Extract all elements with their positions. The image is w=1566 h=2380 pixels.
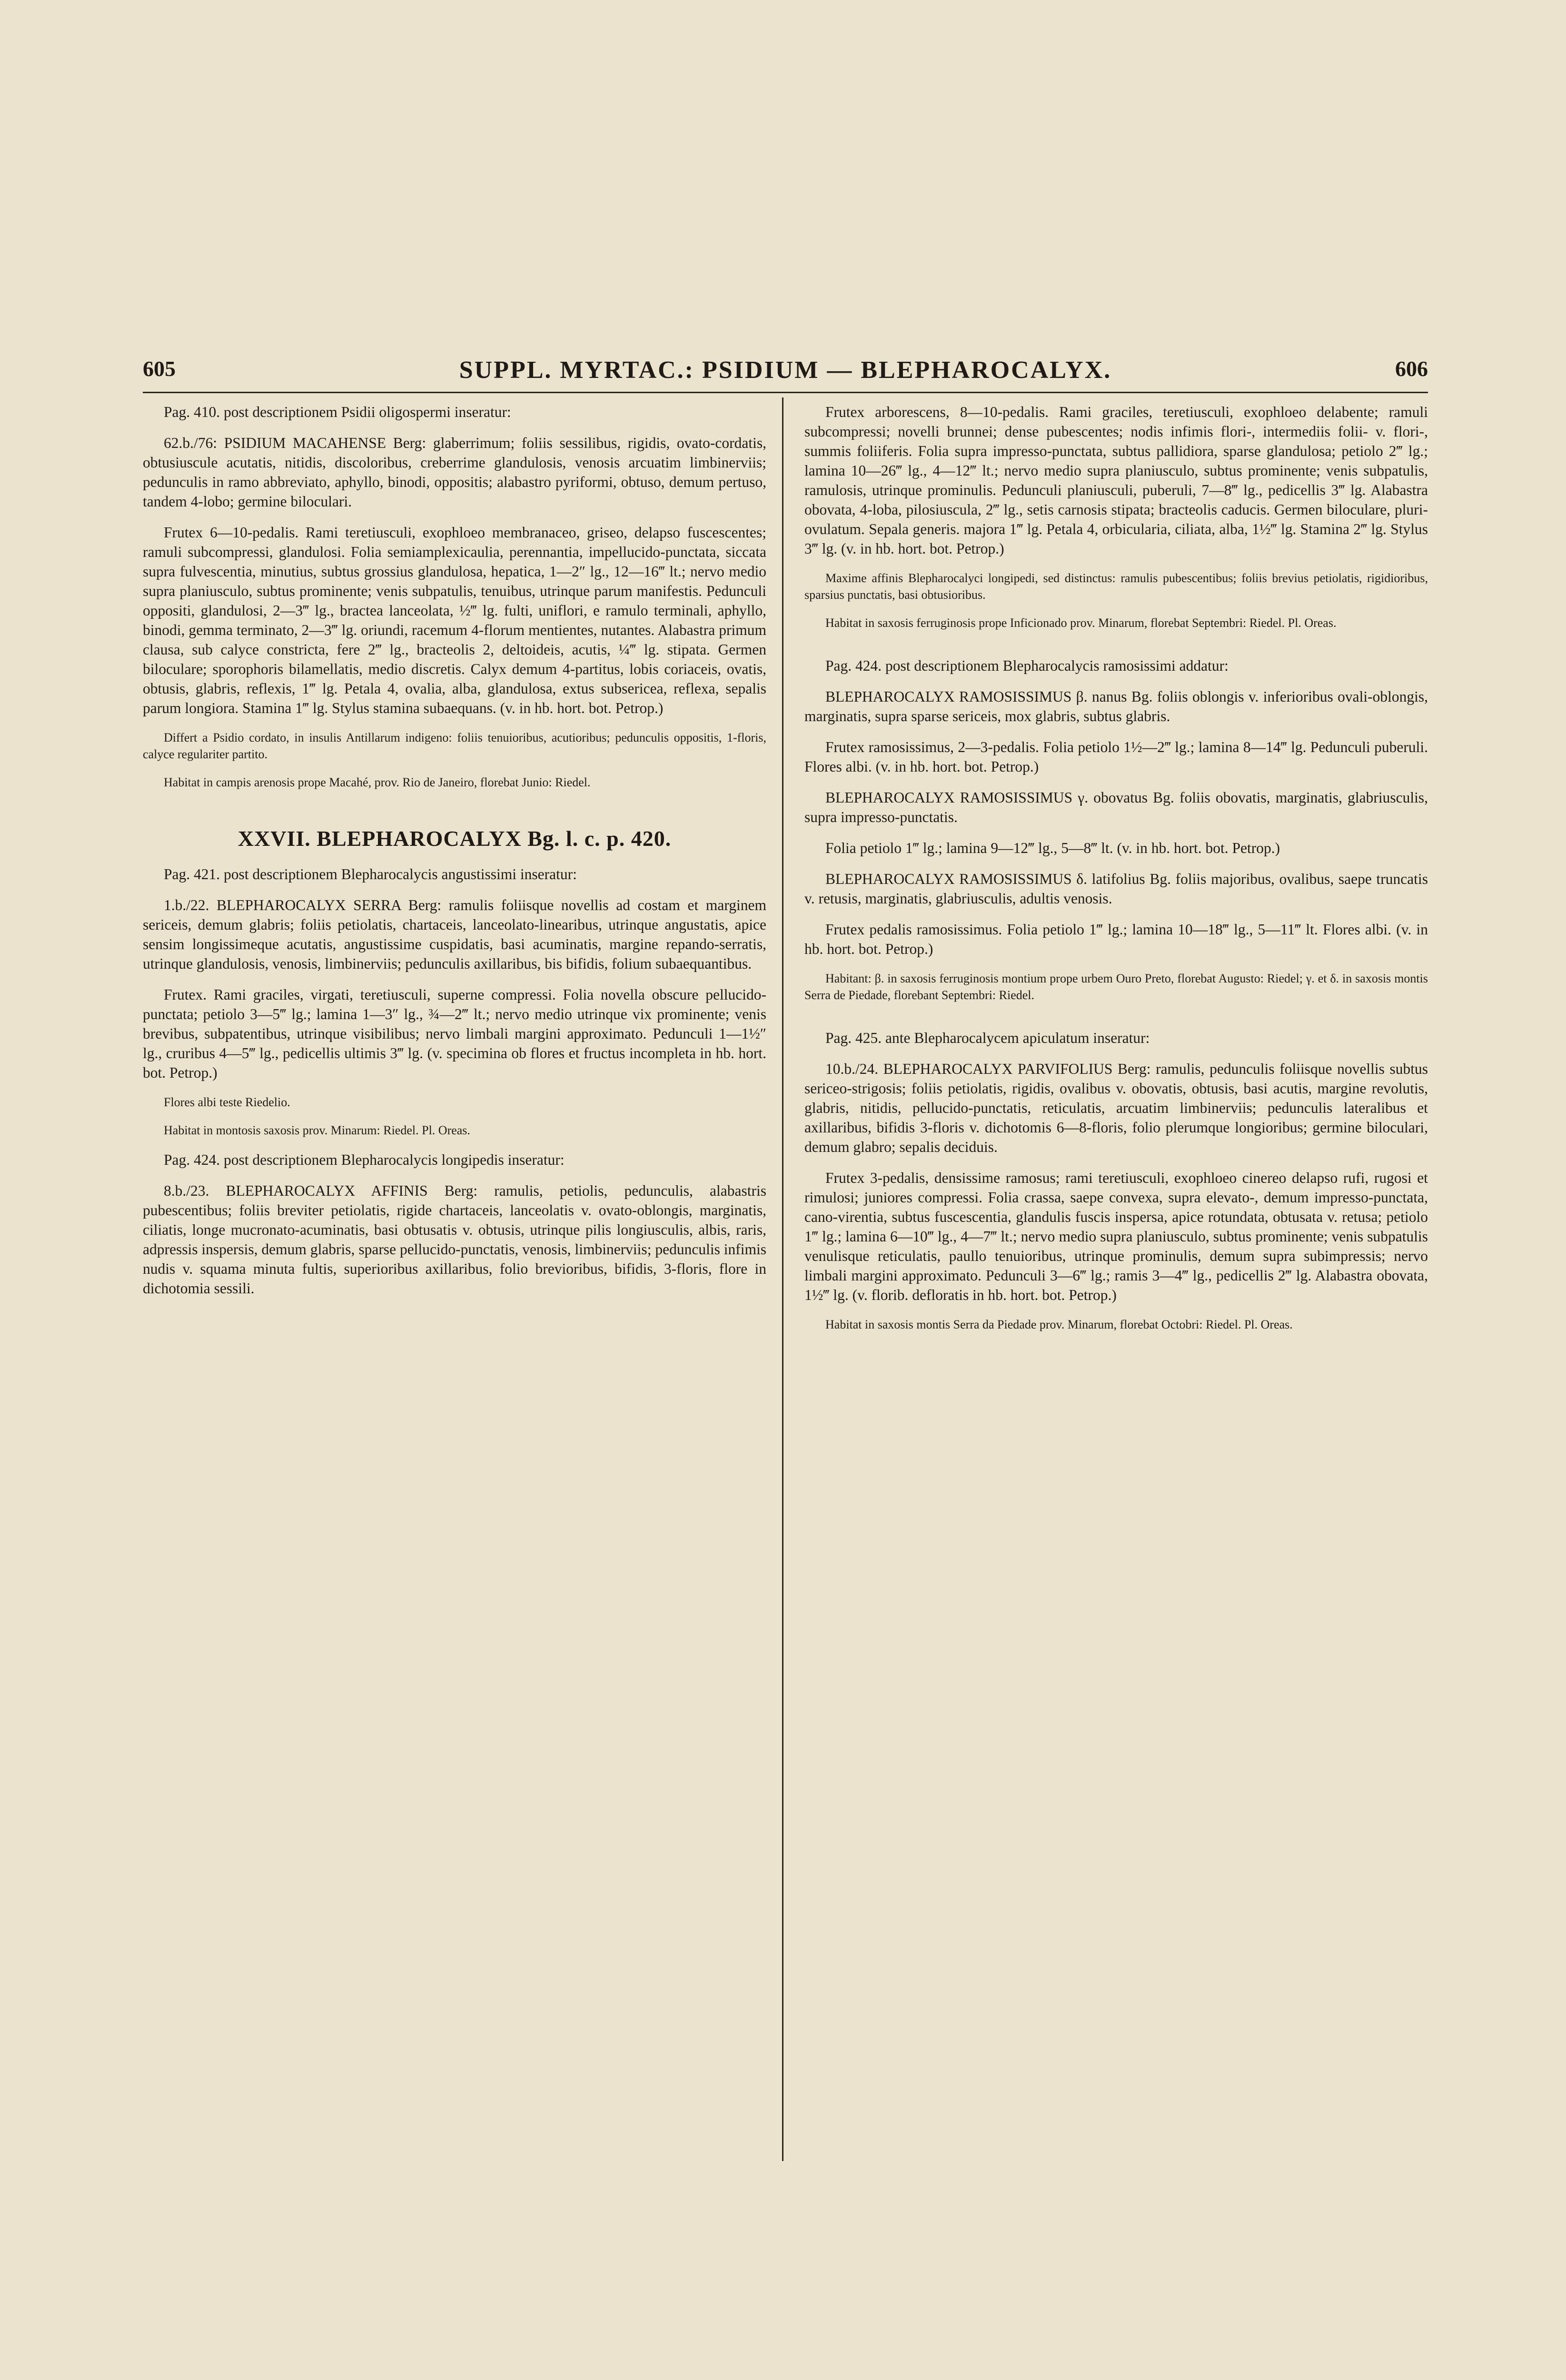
running-title: SUPPL. MYRTAC.: PSIDIUM — BLEPHAROCALYX. [459,357,1112,384]
insertion-note: Pag. 424. post descriptionem Blepharocalycis ramosissimi addatur: [825,657,1229,674]
page-header [143,356,1428,389]
insertion-note: Pag. 421. post descriptionem Blepharocalycis angustissimi inseratur: [164,866,577,883]
variety-diagnosis: BLEPHAROCALYX RAMOSISSIMUS γ. obovatus Bg. foliis obovatis, marginatis, glabriusculis, supra impresso-punctatis. [804,789,1428,825]
species-description: Frutex 6—10-pedalis. Rami teretiusculi, exophloeo membranaceo, griseo, delapso fuscescentes; ramuli subcompressi, glandulosi. Folia semiamplexicaulia, perennantia, impellucido-punctata, siccata supra fulvescentia, minutius, subtus grossius glandulosa, hepatica, 1—2″ lg., 12—16‴ lt.; nervo medio supra planiusculo, subtus prominente; venis subpatulis, tenuibus, utrinque parum manifestis. Pedunculi oppositi, glandulosi, 2—3‴ lg., bractea lanceolata, ½‴ lg. fulti, uniflori, e ramulo terminali, aphyllo, binodi, gemma terminato, 2—3‴ lg. oriundi, racemum 4-florum mentientes, nutantes. Alabastra primum clausa, sub calyce constricta, fere 2‴ lg., bracteolis 2, deltoideis, acutis, ¼‴ lg. stipata. Germen biloculare; sporophoris bilamellatis, medio discretis. Calyx demum 4-partitus, lobis coriaceis, ovatis, obtusis, glabris, reflexis, 1‴ lg. Petala 4, ovalia, alba, glandulosa, extus subsericea, reflexa, sepalis parum longiora. Stamina 1‴ lg. Stylus stamina subaequans. (v. in hb. hort. bot. Petrop.) [143,524,766,716]
genus-section-heading: XXVII. BLEPHAROCALYX Bg. l. c. p. 420. [238,826,672,851]
species-habitat: Habitat in saxosis ferruginosis prope Inficionado prov. Minarum, florebat Septembri: Riedel. Pl. Oreas. [825,616,1337,630]
page-number-right: 606 [1395,357,1428,381]
insertion-note: Pag. 425. ante Blepharocalycem apiculatum inseratur: [825,1030,1150,1046]
species-description: Frutex. Rami graciles, virgati, teretiusculi, superne compressi. Folia novella obscure pellucido-punctata; petiolo 3—5‴ lg.; lamina 1—3″ lg., ¾—2‴ lt.; nervo medio utrinque vix prominente; venis brevibus, subpatentibus, utrinque visibilibus; nervo limbali margini approximato. Pedunculi 1—1½″ lg., cruribus 4—5‴ lg., pedicellis ultimis 3‴ lg. (v. specimina ob flores et fructus incompleta in hb. hort. bot. Petrop.) [143,986,766,1081]
variety-description: Frutex pedalis ramosissimus. Folia petiolo 1‴ lg.; lamina 10—18‴ lg., 5—11‴ lt. Flores albi. (v. in hb. hort. bot. Petrop.) [804,921,1428,957]
species-diagnosis: 1.b./22. BLEPHAROCALYX SERRA Berg: ramulis foliisque novellis ad costam et marginem sericeis, demum glabris; foliis petiolatis, chartaceis, lanceolato-linearibus, utrinque angustatis, apice sensim longissimeque acutatis, angustissime cuspidatis, basi acuminatis, margine repando-serratis, utrinque glandulosis, venosis, limbinerviis; pedunculis axillaribus, bis bifidis, folium subaequantibus. [143,897,766,972]
left-column [143,402,766,1309]
species-habitat: Habitat in campis arenosis prope Macahé, prov. Rio de Janeiro, florebat Junio: Riedel. [164,775,591,789]
header-rule [143,392,1428,393]
column-divider [782,397,783,2161]
species-note: Flores albi teste Riedelio. [164,1095,290,1109]
page-number-left: 605 [143,357,176,381]
species-habitat: Habitat in montosis saxosis prov. Minarum: Riedel. Pl. Oreas. [164,1123,470,1137]
species-diagnosis: 62.b./76: PSIDIUM MACAHENSE Berg: glaberrimum; foliis sessilibus, rigidis, ovato-cordatis, obtusiuscule acutatis, nitidis, discoloribus, creberrime glandulosis, venosis arcuatim limbinerviis; pedunculis in ramo abbreviato, aphyllo, binodi, oppositis; alabastro pyriformi, obtuso, demum pertuso, tandem 4-lobo; germine biloculari. [143,435,766,510]
variety-description: Frutex ramosissimus, 2—3-pedalis. Folia petiolo 1½—2‴ lg.; lamina 8—14‴ lg. Pedunculi puberuli. Flores albi. (v. in hb. hort. bot. Petrop.) [804,739,1428,775]
varieties-habitat: Habitant: β. in saxosis ferruginosis montium prope urbem Ouro Preto, florebat Augusto: Riedel; γ. et δ. in saxosis montis Serra de Piedade, florebant Septembri: Riedel. [804,972,1428,1002]
species-comparison: Differt a Psidio cordato, in insulis Antillarum indigeno: foliis tenuioribus, acutioribus; pedunculis oppositis, 1-floris, calyce regulariter partito. [143,731,766,761]
species-diagnosis: 8.b./23. BLEPHAROCALYX AFFINIS Berg: ramulis, petiolis, pedunculis, alabastris pubescentibus; foliis breviter petiolatis, rigide chartaceis, lanceolatis v. ovato-oblongis, marginatis, ciliatis, longe mucronato-acuminatis, basi obtusatis v. obtusis, utrinque pilis longiusculis, albis, raris, adpressis inspersis, demum glabris, sparse pellucido-punctatis, venosis, limbinerviis; pedunculis infimis nudis v. squama minuta fultis, superioribus axillaribus, folio brevioribus, bifidis, 3-floris, flore in dichotomia sessili. [143,1182,766,1297]
insertion-note: Pag. 424. post descriptionem Blepharocalycis longipedis inseratur: [164,1151,565,1168]
variety-description: Folia petiolo 1‴ lg.; lamina 9—12‴ lg., 5—8‴ lt. (v. in hb. hort. bot. Petrop.) [825,840,1280,856]
insertion-note: Pag. 410. post descriptionem Psidii oligospermi inseratur: [164,404,511,420]
species-diagnosis: 10.b./24. BLEPHAROCALYX PARVIFOLIUS Berg: ramulis, pedunculis foliisque novellis subtus sericeo-strigosis; foliis petiolatis, rigidis, ovalibus v. obovatis, obtusis, basi acutis, margine revolutis, glabris, nitidis, pellucido-punctatis, reticulatis, arcuatim limbinerviis; pedunculis lateralibus et axillaribus, bifidis 3-floris v. dichotomis 6—8-floris, folio plerumque longioribus; germine biloculari, demum glabro; sepalis deciduis. [804,1061,1428,1155]
variety-diagnosis: BLEPHAROCALYX RAMOSISSIMUS β. nanus Bg. foliis oblongis v. inferioribus ovali-oblongis, marginatis, supra sparse sericeis, mox glabris, subtus glabris. [804,688,1428,724]
species-comparison: Maxime affinis Blepharocalyci longipedi, sed distinctus: ramulis pubescentibus; foliis brevius petiolatis, rigidioribus, sparsius punctatis, basi obtusioribus. [804,571,1428,602]
variety-diagnosis: BLEPHAROCALYX RAMOSISSIMUS δ. latifolius Bg. foliis majoribus, ovalibus, saepe truncatis v. retusis, marginatis, glabriusculis, adultis venosis. [804,871,1428,907]
species-description: Frutex 3-pedalis, densissime ramosus; rami teretiusculi, exophloeo cinereo delapso rufi, rugosi et rimulosi; juniores compressi. Folia crassa, saepe convexa, supra elevato-, demum impresso-punctata, cano-virentia, subtus fuscescentia, glandulis fuscis inspersa, apice rotundata, obtusata v. retusa; petiolo 1‴ lg.; lamina 6—10‴ lg., 4—7‴ lt.; nervo medio supra planiusculo, subtus prominente; venis subpatulis venulisque reticulatis, paullo tenuioribus, utrinque prominulis, demum supra subimpressis; nervo limbali margini approximato. Pedunculi 3—6‴ lg.; ramis 3—4‴ lg., pedicellis 2‴ lg. Alabastra obovata, 1½‴ lg. (v. florib. defloratis in hb. hort. bot. Petrop.) [804,1170,1428,1303]
right-column [804,402,1428,1344]
species-description: Frutex arborescens, 8—10-pedalis. Rami graciles, teretiusculi, exophloeo delabente; ramuli subcompressi; novelli brunnei; dense pubescentes; nodis infimis flori-, intermediis folii- v. flori-, summis foliiferis. Folia supra impresso-punctata, subtus pallidiora, sparse glandulosa; petiolo 2‴ lg.; lamina 10—26‴ lg., 4—12‴ lt.; nervo medio supra planiusculo, subtus prominente; venis subpatulis, ramulosis, utrinque prominulis. Pedunculi planiusculi, puberuli, 7—8‴ lg., pedicellis 3‴ lg. Alabastra obovata, 4-loba, pilosiuscula, 2‴ lg., setis carnosis stipata; bracteolis caducis. Germen biloculare, pluri-ovulatum. Sepala generis. majora 1‴ lg. Petala 4, orbicularia, ciliata, alba, 1½‴ lg. Stamina 2‴ lg. Stylus 3‴ lg. (v. in hb. hort. bot. Petrop.) [804,404,1428,557]
species-habitat: Habitat in saxosis montis Serra da Piedade prov. Minarum, florebat Octobri: Riedel. Pl. Oreas. [825,1318,1293,1331]
